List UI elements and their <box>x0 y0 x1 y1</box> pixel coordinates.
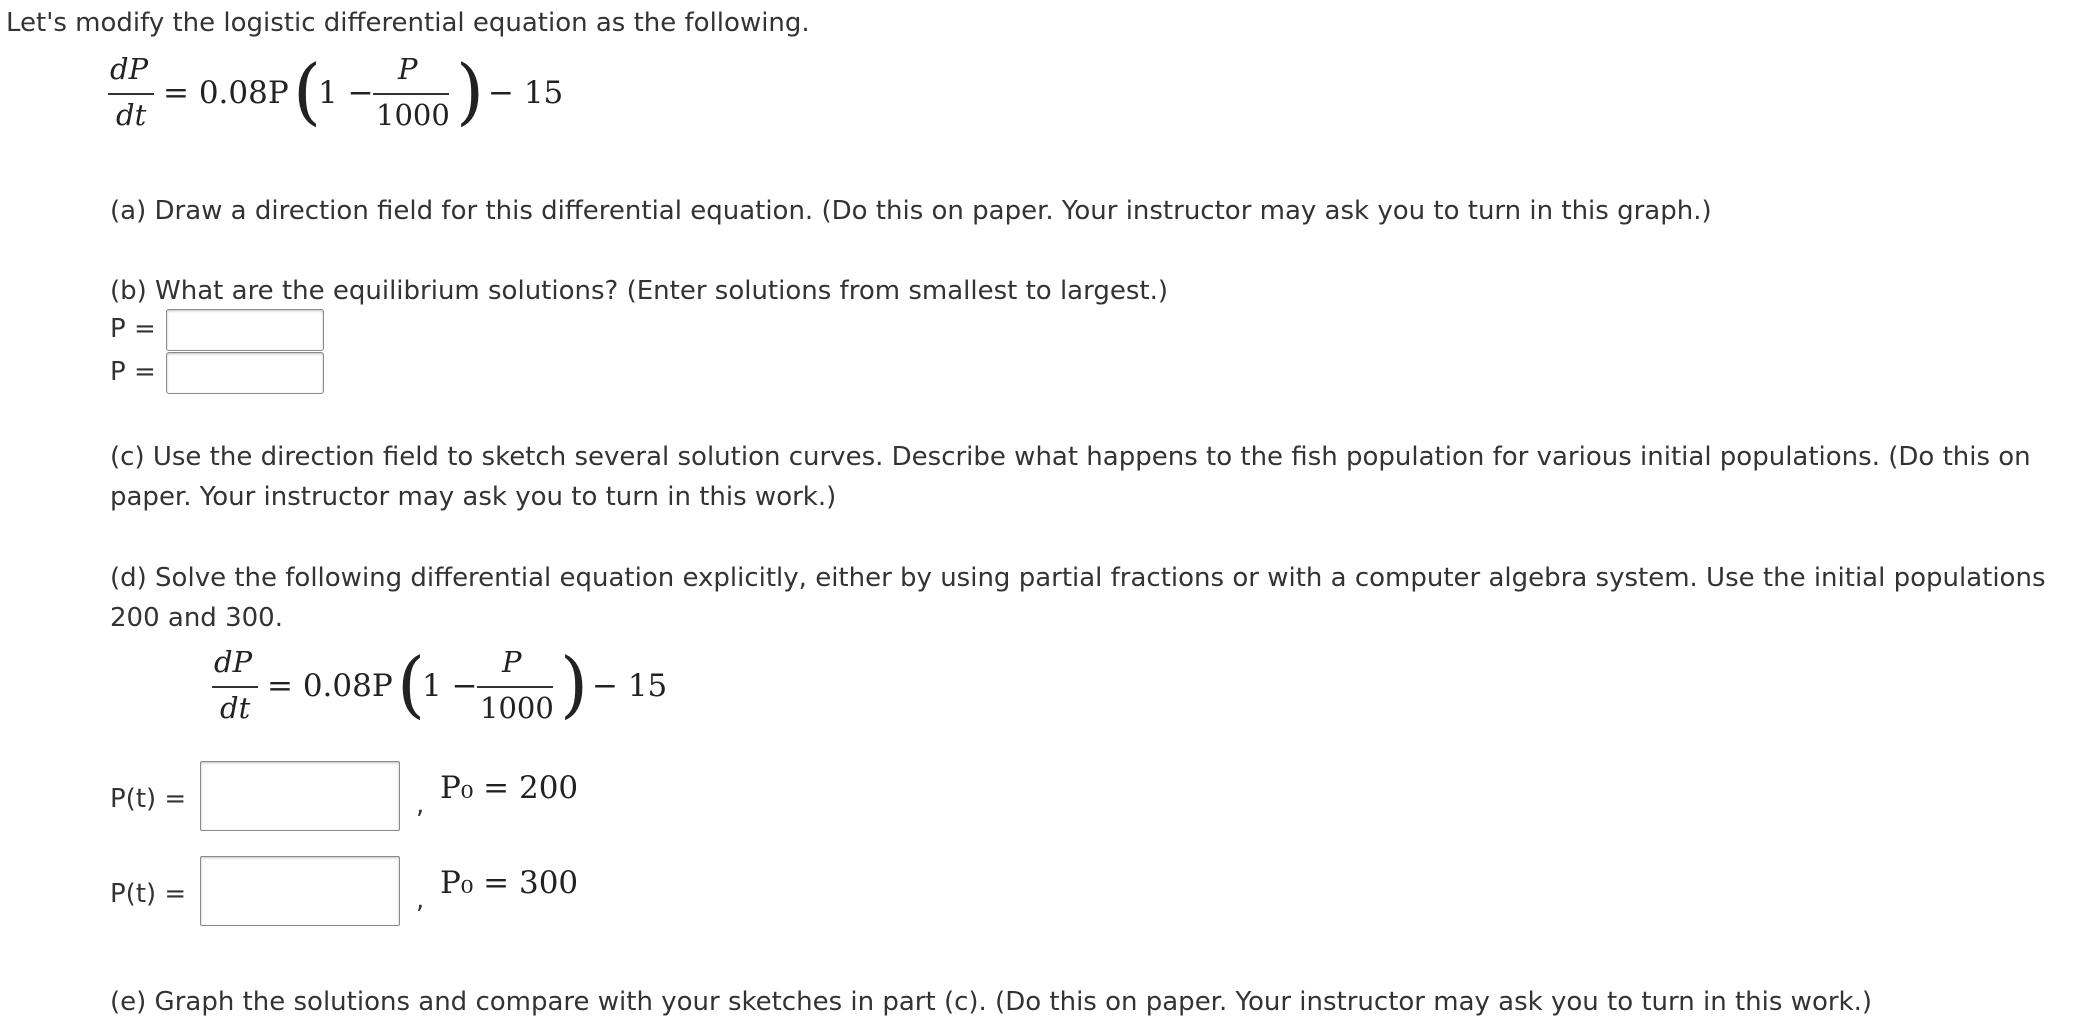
one-minus: 1 − <box>318 75 374 111</box>
inner-numerator: P <box>502 645 522 679</box>
logistic-equation-repeat <box>212 642 672 729</box>
solution-input-1[interactable] <box>200 761 400 831</box>
inner-denominator: 1000 <box>480 691 554 725</box>
part-d-text: (d) Solve the following differential equation explicitly, either by using partial fractions or with a computer algebra system. Use the initial populations 200 and 300. <box>110 563 2046 633</box>
lhs-denominator: dt <box>220 691 251 725</box>
initial-condition-2: P₀ = 300 <box>440 865 579 901</box>
inner-fraction-bar <box>373 93 449 95</box>
logistic-equation <box>108 49 568 136</box>
lhs-numerator: dP <box>214 645 253 679</box>
inner-numerator: P <box>398 52 418 86</box>
rhs-coefficient: = 0.08P <box>163 75 289 111</box>
lhs-fraction-bar <box>212 686 258 688</box>
solution-input-2[interactable] <box>200 856 400 926</box>
equilibrium-label-1: P = <box>110 314 156 344</box>
lhs-numerator: dP <box>110 52 149 86</box>
inner-fraction-bar <box>477 686 553 688</box>
lhs-fraction-bar <box>108 93 154 95</box>
open-paren: ( <box>293 49 322 133</box>
intro-text: Let's modify the logistic differential equation as the following. <box>6 8 810 38</box>
equilibrium-input-2[interactable] <box>166 352 324 394</box>
equation-tail: − 15 <box>592 668 668 704</box>
close-paren: ) <box>456 49 485 133</box>
solution-comma-1: , <box>416 790 425 820</box>
equation-tail: − 15 <box>488 75 564 111</box>
initial-condition-1: P₀ = 200 <box>440 770 579 806</box>
solution-comma-2: , <box>416 885 425 915</box>
part-c-text: (c) Use the direction field to sketch several solution curves. Describe what happens to the fish population for various initial populations. (Do this on paper. Your instructor may ask you to turn in this work.) <box>110 442 2031 512</box>
lhs-denominator: dt <box>116 98 147 132</box>
open-paren: ( <box>397 642 426 726</box>
solution-label-1: P(t) = <box>110 784 187 814</box>
rhs-coefficient: = 0.08P <box>267 668 393 704</box>
part-a-text: (a) Draw a direction field for this differential equation. (Do this on paper. Your instructor may ask you to turn in this graph.) <box>110 196 1712 226</box>
one-minus: 1 − <box>422 668 478 704</box>
close-paren: ) <box>560 642 589 726</box>
equilibrium-input-1[interactable] <box>166 309 324 351</box>
part-e-text: (e) Graph the solutions and compare with your sketches in part (c). (Do this on paper. Your instructor may ask you to turn in this work.) <box>110 987 1873 1017</box>
solution-label-2: P(t) = <box>110 879 187 909</box>
inner-denominator: 1000 <box>376 98 450 132</box>
part-b-prompt: (b) What are the equilibrium solutions? (Enter solutions from smallest to largest.) <box>110 276 1168 306</box>
equilibrium-label-2: P = <box>110 357 156 387</box>
